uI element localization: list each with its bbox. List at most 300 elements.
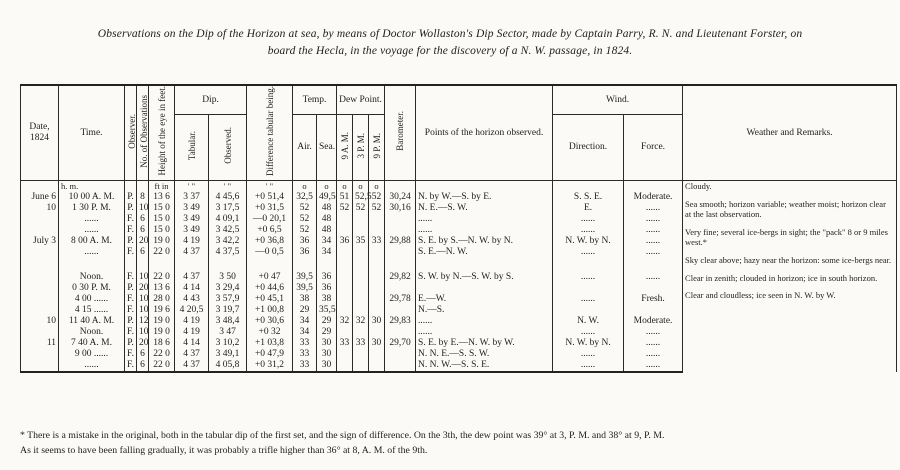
table-cell: +0 47,9 [247,349,293,360]
remark-entry: Sea smooth; horizon variable; weather moist; horizon clear at the last observation. [685,198,886,220]
table-cell: 6 [137,225,149,236]
header-observer: Observer. [127,113,137,149]
table-cell: 10 00 A. M. [59,192,125,203]
table-cell: S. E. by S.—N. W. by N. [416,236,553,247]
table-cell: 29,88 [385,236,416,247]
unit-cell [385,181,416,193]
table-cell [353,214,369,225]
table-cell [353,247,369,258]
table-cell: 29 [317,327,337,338]
table-cell: F. [125,225,137,236]
table-cell: 10 [137,272,149,283]
table-cell: 20 [137,338,149,349]
table-cell [337,305,353,316]
unit-cell [125,181,137,193]
table-cell [21,258,59,272]
table-cell: 52,5 [353,192,369,203]
table-cell: 4 37 [175,247,209,258]
table-cell: 4 19 [175,316,209,327]
table-cell: 32,5 [293,192,317,203]
table-cell [59,258,125,272]
unit-cell [21,181,59,193]
table-cell: 30 [317,338,337,349]
table-cell [353,283,369,294]
table-cell: ...... [553,349,624,360]
table-cell: 13 6 [149,283,175,294]
table-cell: F. [125,305,137,316]
header-weather: Weather and Remarks. [683,85,897,181]
table-cell [369,294,385,305]
table-cell: 3 37 [175,192,209,203]
table-cell [385,327,416,338]
table-cell: +1 00,8 [247,305,293,316]
table-cell: F. [125,327,137,338]
unit-cell [624,181,683,193]
table-cell [553,258,624,272]
header-force: Force. [624,115,683,181]
table-cell: ...... [624,225,683,236]
table-cell: 4 15 ...... [59,305,125,316]
table-cell: 51 [337,192,353,203]
table-cell [385,360,416,372]
table-cell: ...... [553,247,624,258]
table-cell: N. N. E.—S. S. W. [416,349,553,360]
table-cell: 4 14 [175,338,209,349]
table-cell: 33 [293,338,317,349]
table-cell: +0 30,6 [247,316,293,327]
table-cell: E.—W. [416,294,553,305]
table-cell: 32 [337,316,353,327]
table-cell: ...... [624,338,683,349]
table-cell: 4 37 [175,349,209,360]
table-cell: 36 [317,283,337,294]
unit-cell: h. m. [59,181,125,193]
table-cell: ...... [59,360,125,372]
table-cell [21,360,59,372]
table-cell: 3 42,5 [209,225,247,236]
table-cell: 48 [317,225,337,236]
table-cell: N.—S. [416,305,553,316]
table-cell [624,258,683,272]
table-cell [385,349,416,360]
unit-cell [416,181,553,193]
table-cell: 22 0 [149,247,175,258]
table-cell: 29 [317,316,337,327]
table-cell [21,349,59,360]
table-cell [416,258,553,272]
table-cell: 52 [369,192,385,203]
table-cell: 18 6 [149,338,175,349]
table-cell: +1 03,8 [247,338,293,349]
header-time: Time. [59,85,125,181]
table-cell: 30,24 [385,192,416,203]
table-cell: 0 30 P. M. [59,283,125,294]
table-cell: 15 0 [149,203,175,214]
unit-cell: o [369,181,385,193]
remark-entry: Clear in zenith; clouded in horizon; ice in south horizon. [685,272,878,283]
table-cell: 1 30 P. M. [59,203,125,214]
table-cell: 4 45,6 [209,192,247,203]
table-cell: 9 00 ...... [59,349,125,360]
table-cell [21,272,59,283]
table-cell: 4 37 [175,360,209,372]
table-cell: S. S. E. [553,192,624,203]
table-cell: Noon. [59,327,125,338]
table-cell: 34 [317,247,337,258]
table-cell: 3 48,4 [209,316,247,327]
document-title [20,26,880,60]
unit-cell: ' " [247,181,293,193]
header-wind: Wind. [553,85,683,115]
table-cell: 19 0 [149,327,175,338]
table-cell: F. [125,349,137,360]
table-cell [369,258,385,272]
table-cell [149,258,175,272]
remark-entry: Very fine; several ice-bergs in sight; the "pack" 8 or 9 miles west.* [685,226,888,248]
table-cell: 10 [137,327,149,338]
table-cell: 11 40 A. M. [59,316,125,327]
table-cell: 4 37,5 [209,247,247,258]
header-barometer: Barometer. [395,111,406,151]
table-cell [385,214,416,225]
table-cell: 3 49 [175,225,209,236]
table-cell: F. [125,360,137,372]
table-cell: 33 [337,338,353,349]
table-cell: —0 20,1 [247,214,293,225]
header-tabular: Tabular. [186,131,197,161]
table-cell: 22 0 [149,349,175,360]
table-cell: 6 [137,247,149,258]
table-cell: P. [125,192,137,203]
unit-cell: o [293,181,317,193]
header-points: Points of the horizon observed. [416,85,553,181]
table-cell [21,225,59,236]
table-cell: 36 [317,272,337,283]
table-cell: 10 [21,316,59,327]
table-cell: N. E.—S. W. [416,203,553,214]
table-cell [353,294,369,305]
table-cell: Noon. [59,272,125,283]
header-difference: Difference tabular being. [264,86,275,177]
table-cell [369,283,385,294]
table-cell: 34 [293,316,317,327]
table-cell: ...... [553,294,624,305]
table-cell: 48 [317,214,337,225]
table-cell: 10 [21,203,59,214]
table-cell: 3 50 [209,272,247,283]
table-cell: 52 [369,203,385,214]
table-cell: S. E. by E.—N. W. by W. [416,338,553,349]
table-cell: ...... [553,272,624,283]
table-cell: +0 31,5 [247,203,293,214]
table-cell: S. E.—N. W. [416,247,553,258]
table-cell: 30 [369,316,385,327]
table-cell: ...... [624,247,683,258]
table-cell: N. W. by N. [553,236,624,247]
header-sea: Sea. [317,115,337,181]
table-cell: 30 [369,338,385,349]
table-cell: 10 [137,203,149,214]
table-cell: 6 [137,349,149,360]
table-cell: F. [125,214,137,225]
unit-cell [137,181,149,193]
table-cell: ...... [624,203,683,214]
table-cell: 36 [293,247,317,258]
table-cell: N. W. [553,316,624,327]
table-cell [353,305,369,316]
table-cell: 4 19 [175,327,209,338]
table-cell: +0 47 [247,272,293,283]
table-cell [385,247,416,258]
table-cell [369,360,385,372]
table-cell: 12 [137,316,149,327]
table-cell [353,327,369,338]
table-cell: ...... [416,327,553,338]
table-cell: July 3 [21,236,59,247]
table-cell [553,305,624,316]
table-cell [125,258,137,272]
table-cell: 30,16 [385,203,416,214]
table-cell [137,258,149,272]
table-cell: ...... [416,214,553,225]
table-cell: P. [125,203,137,214]
table-cell: P. [125,316,137,327]
table-cell: ...... [59,247,125,258]
table-cell [337,283,353,294]
table-cell: 4 43 [175,294,209,305]
table-cell: 33 [353,338,369,349]
footnote-line-1: * There is a mistake in the original, both in the tabular dip of the first set, and the sign of difference. On the 3th, the dew point was 39° at 3, P. M. and 38° at 9, P. M. [20,430,665,441]
table-cell [337,214,353,225]
table-cell: F. [125,294,137,305]
table-cell: N. W. by N. [553,338,624,349]
header-air: Air. [293,115,317,181]
table-cell: ...... [416,316,553,327]
table-cell [337,327,353,338]
table-cell: 39,5 [293,272,317,283]
table-cell: 52 [293,225,317,236]
table-cell: +0 45,1 [247,294,293,305]
header-date: Date, 1824 [21,85,59,181]
table-cell: 4 37 [175,272,209,283]
footnote-line-2: As it seems to have been falling gradually, it was probably a trifle higher than 36° at 8, A. M. of the 9th. [20,445,428,456]
table-cell [337,360,353,372]
table-cell: ...... [553,214,624,225]
table-cell [21,214,59,225]
table-cell [624,283,683,294]
table-cell: P. [125,283,137,294]
table-cell [21,283,59,294]
table-cell: 6 [137,360,149,372]
table-cell: +0 36,8 [247,236,293,247]
table-cell: 3 49 [175,203,209,214]
table-cell [353,225,369,236]
table-body [21,181,897,373]
table-cell: 20 [137,283,149,294]
table-cell [353,272,369,283]
table-cell [337,349,353,360]
table-cell [369,247,385,258]
table-cell: 52 [293,214,317,225]
remark-entry: Clear and cloudless; ice seen in N. W. by W. [685,290,836,301]
table-cell [385,258,416,272]
footnote [20,428,900,458]
table-cell: F. [125,247,137,258]
unit-cell: o [337,181,353,193]
units-row [21,181,897,193]
table-cell: 29,78 [385,294,416,305]
table-cell: 3 29,4 [209,283,247,294]
table-cell: 3 10,2 [209,338,247,349]
table-cell: 3 49,1 [209,349,247,360]
weather-remarks [683,181,897,373]
table-cell: 3 17,5 [209,203,247,214]
table-cell [416,283,553,294]
table-cell: 19 6 [149,305,175,316]
table-cell: ...... [59,214,125,225]
header-temp: Temp. [293,85,337,115]
table-cell [337,225,353,236]
header-dip: Dip. [175,85,247,115]
table-cell: 15 0 [149,225,175,236]
table-cell: S. W. by N.—S. W. by S. [416,272,553,283]
table-cell: 36 [337,236,353,247]
table-cell: +0 31,2 [247,360,293,372]
table-cell: 3 49 [175,214,209,225]
table-cell: 3 47 [209,327,247,338]
unit-cell: ft in [149,181,175,193]
table-cell [21,327,59,338]
table-cell: 11 [21,338,59,349]
table-cell: +0 51,4 [247,192,293,203]
table-cell: 30 [317,360,337,372]
table-cell: 29 [293,305,317,316]
table-cell: 15 0 [149,214,175,225]
table-cell: —0 0,5 [247,247,293,258]
table-cell: 52 [337,203,353,214]
table-cell [337,294,353,305]
table-cell: ...... [416,225,553,236]
table-cell: 6 [137,214,149,225]
table-cell: 10 [137,305,149,316]
table-cell [175,258,209,272]
table-cell: 4 00 ...... [59,294,125,305]
table-cell: ...... [624,360,683,372]
table-cell: N. by W.—S. by E. [416,192,553,203]
table-cell: 4 14 [175,283,209,294]
remark-entry: Cloudy. [685,181,712,192]
table-cell: 20 [137,236,149,247]
table-cell: 36 [293,236,317,247]
table-cell [209,258,247,272]
table-cell: 34 [293,327,317,338]
table-cell: ...... [553,360,624,372]
table-cell [337,272,353,283]
table-cell [369,349,385,360]
header-9pm: 9 P. M. [371,132,382,159]
table-cell: 13 6 [149,192,175,203]
table-cell: 7 40 A. M. [59,338,125,349]
table-cell [385,305,416,316]
table-cell: ...... [624,214,683,225]
table-cell: P. [125,236,137,247]
table-cell: 29,83 [385,316,416,327]
table-cell: ...... [59,225,125,236]
observations-table [20,84,897,373]
table-cell: 48 [317,203,337,214]
table-cell: ...... [624,349,683,360]
table-cell: F. [125,272,137,283]
header-height-eye: Height of the eye in feet. [156,86,167,176]
table-cell: 19 0 [149,316,175,327]
table-cell [21,294,59,305]
unit-cell: o [353,181,369,193]
table-cell: 29,70 [385,338,416,349]
table-cell: June 6 [21,192,59,203]
header-dew-point: Dew Point. [337,85,385,115]
table-cell: Moderate. [624,192,683,203]
table-cell [553,283,624,294]
table-cell [385,283,416,294]
table-cell: ...... [624,272,683,283]
table-cell [247,258,293,272]
table-cell [21,305,59,316]
table-cell: Moderate. [624,316,683,327]
table-cell: 38 [293,294,317,305]
unit-cell: o [317,181,337,193]
header-observed: Observed. [222,127,233,164]
table-cell [353,349,369,360]
table-cell [385,225,416,236]
unit-cell [553,181,624,193]
table-cell: 22 0 [149,272,175,283]
table-cell: 10 [137,294,149,305]
table-cell: 22 0 [149,360,175,372]
table-cell: 4 05,8 [209,360,247,372]
table-cell: 52 [353,203,369,214]
table-cell: 32 [353,316,369,327]
table-cell [317,258,337,272]
table-cell: 4 19 [175,236,209,247]
unit-cell: ' " [209,181,247,193]
header-num-observations: No. of Observations [139,94,149,168]
table-cell: +0 6,5 [247,225,293,236]
table-cell: 52 [293,203,317,214]
table-cell [293,258,317,272]
table-cell: ...... [553,327,624,338]
table-cell [21,247,59,258]
table-cell: 4 09,1 [209,214,247,225]
table-cell: 35 [353,236,369,247]
table-cell: Fresh. [624,294,683,305]
table-cell: 29,82 [385,272,416,283]
header-direction: Direction. [553,115,624,181]
table-cell [353,360,369,372]
header-9am: 9 A. M. [339,131,350,160]
table-cell: 30 [317,349,337,360]
table-cell: 4 20,5 [175,305,209,316]
table-cell: 8 00 A. M. [59,236,125,247]
table-cell [624,305,683,316]
table-cell: 33 [293,349,317,360]
table-cell: 3 19,7 [209,305,247,316]
table-cell: +0 32 [247,327,293,338]
table-cell: +0 44,6 [247,283,293,294]
table-cell [369,225,385,236]
table-cell: P. [125,338,137,349]
table-cell: 38 [317,294,337,305]
table-cell: 28 0 [149,294,175,305]
